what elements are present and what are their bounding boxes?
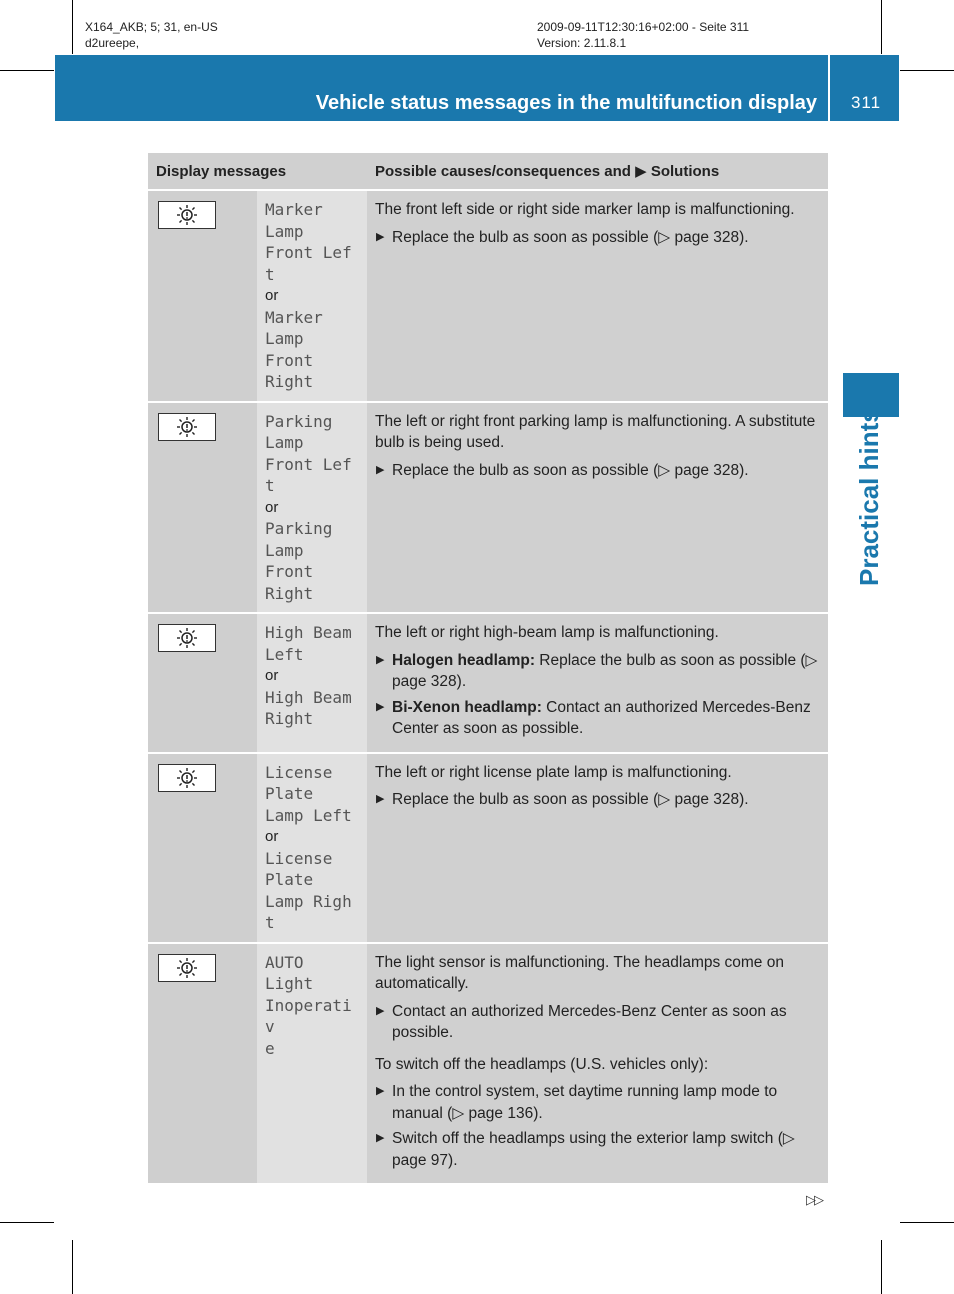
solution-step bbox=[375, 1128, 820, 1171]
meta-document-id: X164_AKB; 5; 31, en-US bbox=[85, 20, 218, 34]
crop-mark bbox=[881, 1240, 882, 1294]
solution-text: Replace the bulb as soon as possible (▷ page 328). bbox=[392, 461, 749, 479]
display-message-cell bbox=[257, 943, 367, 1185]
solution-text: Replace the bulb as soon as possible (▷ page 328). bbox=[392, 651, 818, 690]
solution-text: Switch off the headlamps using the exterior lamp switch (▷ page 97). bbox=[392, 1130, 795, 1169]
display-message-text: Front bbox=[265, 562, 314, 581]
display-message-cell bbox=[257, 402, 367, 614]
crop-mark bbox=[72, 0, 73, 54]
cause-solution-cell bbox=[367, 613, 828, 753]
continue-marker: ▷▷ bbox=[806, 1192, 822, 1207]
indicator-cell bbox=[148, 402, 257, 614]
cause-text: The left or right front parking lamp is malfunctioning. A substitute bulb is being used. bbox=[375, 412, 816, 451]
chapter-label: Practical hints bbox=[854, 408, 884, 586]
lamp-warning-icon bbox=[158, 413, 216, 441]
column-header-causes: Possible causes/consequences and ▶ Solutions bbox=[367, 153, 828, 190]
meta-timestamp: 2009-09-11T12:30:16+02:00 - Seite 311 bbox=[537, 20, 750, 34]
crop-mark bbox=[0, 70, 54, 71]
display-message-text: License bbox=[265, 848, 333, 868]
lamp-warning-icon bbox=[158, 954, 216, 982]
bullet-arrow-icon: ▶ bbox=[376, 653, 385, 666]
solution-text: Contact an authorized Mercedes-Benz Center as soon as possible. bbox=[392, 1002, 787, 1041]
lamp-warning-icon-graphic bbox=[174, 204, 200, 226]
solution-label: Halogen headlamp: bbox=[392, 651, 535, 669]
lamp-warning-icon bbox=[158, 624, 216, 652]
table-row bbox=[148, 943, 828, 1185]
display-message-text: Marker bbox=[265, 307, 323, 327]
crop-mark bbox=[881, 0, 882, 54]
bullet-arrow-icon: ▶ bbox=[376, 1132, 385, 1144]
solution-step bbox=[375, 697, 820, 740]
solution-step bbox=[375, 1001, 820, 1044]
bullet-arrow-icon: ▶ bbox=[376, 700, 385, 713]
lamp-warning-icon-graphic bbox=[174, 957, 200, 979]
cause-text: The left or right license plate lamp is malfunctioning. bbox=[375, 763, 732, 781]
indicator-cell bbox=[148, 190, 257, 402]
cause-solution-cell bbox=[367, 753, 828, 943]
solution-text: In the control system, set daytime running lamp mode to manual (▷ page 136). bbox=[392, 1083, 778, 1122]
solution-step bbox=[375, 789, 820, 811]
display-message-cell bbox=[257, 753, 367, 943]
indicator-cell bbox=[148, 613, 257, 753]
table-row bbox=[148, 613, 828, 753]
cause-text: The light sensor is malfunctioning. The headlamps come on automatically. bbox=[375, 953, 784, 992]
lamp-warning-icon-graphic bbox=[174, 416, 200, 438]
solution-text: Replace the bulb as soon as possible (▷ page 328). bbox=[392, 791, 749, 808]
bullet-arrow-icon: ▶ bbox=[376, 1085, 385, 1097]
header-divider bbox=[828, 55, 830, 121]
display-message-text: Front Left bbox=[265, 454, 352, 495]
cause-solution-cell bbox=[367, 943, 828, 1185]
lamp-warning-icon-graphic bbox=[174, 767, 200, 789]
or-separator: or bbox=[265, 498, 279, 516]
or-separator: or bbox=[265, 667, 279, 684]
crop-mark bbox=[900, 1222, 954, 1223]
display-message-text: Lamp bbox=[265, 221, 304, 241]
display-message-text: License bbox=[265, 762, 333, 782]
table-row bbox=[148, 753, 828, 943]
indicator-cell bbox=[148, 753, 257, 943]
solution-text: Replace the bulb as soon as possible (▷ page 328). bbox=[392, 228, 749, 246]
lamp-warning-icon bbox=[158, 201, 216, 229]
crop-mark bbox=[0, 1222, 54, 1223]
display-message-cell bbox=[257, 190, 367, 402]
crop-mark bbox=[72, 1240, 73, 1294]
solution-step bbox=[375, 650, 820, 693]
display-message-text: Lamp Right bbox=[265, 891, 352, 932]
solution-step bbox=[375, 460, 820, 482]
cause-solution-cell bbox=[367, 190, 828, 402]
crop-mark bbox=[900, 70, 954, 71]
display-message-cell bbox=[257, 613, 367, 753]
status-message-table bbox=[148, 153, 828, 1185]
display-message-text: e bbox=[265, 1038, 275, 1058]
solution-step bbox=[375, 1081, 820, 1124]
meta-version: Version: 2.11.8.1 bbox=[537, 36, 627, 50]
bullet-arrow-icon: ▶ bbox=[376, 463, 385, 476]
display-message-text: Right bbox=[265, 709, 314, 728]
display-message-text: Lamp bbox=[265, 329, 304, 348]
display-message-text: Right bbox=[265, 372, 314, 391]
column-header-display-messages: Display messages bbox=[148, 153, 367, 190]
display-message-text: Right bbox=[265, 583, 314, 603]
note-text: To switch off the headlamps (U.S. vehicles only): bbox=[375, 1055, 709, 1073]
indicator-cell bbox=[148, 943, 257, 1185]
lamp-warning-icon bbox=[158, 764, 216, 792]
solution-text: Contact an authorized Mercedes-Benz Center as soon as possible. bbox=[392, 698, 811, 737]
display-message-text: Light bbox=[265, 974, 314, 993]
cause-text: The left or right high-beam lamp is malfunctioning. bbox=[375, 624, 719, 641]
section-header bbox=[55, 55, 899, 121]
bullet-arrow-icon: ▶ bbox=[376, 1004, 385, 1017]
print-meta-right bbox=[537, 19, 749, 51]
bullet-arrow-icon: ▶ bbox=[376, 793, 385, 805]
display-message-text: Parking bbox=[265, 519, 333, 538]
display-message-text: Front Left bbox=[265, 243, 352, 284]
meta-author: d2ureepe, bbox=[85, 36, 140, 50]
display-message-text: High Beam bbox=[265, 687, 352, 707]
section-title: Vehicle status messages in the multifunction display bbox=[315, 92, 817, 114]
or-separator: or bbox=[265, 828, 279, 845]
display-message-text: Inoperativ bbox=[265, 995, 352, 1036]
table-row bbox=[148, 190, 828, 402]
print-meta-left bbox=[85, 19, 218, 51]
display-message-text: Front bbox=[265, 350, 314, 370]
display-message-text: Lamp Left bbox=[265, 805, 352, 825]
page-number: 311 bbox=[850, 93, 882, 112]
display-message-text: AUTO bbox=[265, 952, 304, 972]
display-message-text: Plate bbox=[265, 870, 314, 889]
display-message-text: Marker bbox=[265, 200, 323, 219]
table-header-row bbox=[148, 153, 828, 190]
display-message-text: Lamp bbox=[265, 540, 304, 560]
bullet-arrow-icon: ▶ bbox=[376, 230, 385, 243]
display-message-text: Parking bbox=[265, 411, 333, 431]
cause-solution-cell bbox=[367, 402, 828, 614]
display-message-text: Plate bbox=[265, 784, 314, 803]
lamp-warning-icon-graphic bbox=[174, 627, 200, 649]
solution-step bbox=[375, 227, 820, 249]
table-row bbox=[148, 402, 828, 614]
or-separator: or bbox=[265, 287, 279, 304]
display-message-text: Left bbox=[265, 644, 304, 664]
solution-label: Bi-Xenon headlamp: bbox=[392, 698, 542, 716]
display-message-text: High Beam bbox=[265, 623, 352, 642]
cause-text: The front left side or right side marker lamp is malfunctioning. bbox=[375, 201, 795, 218]
display-message-text: Lamp bbox=[265, 433, 304, 452]
